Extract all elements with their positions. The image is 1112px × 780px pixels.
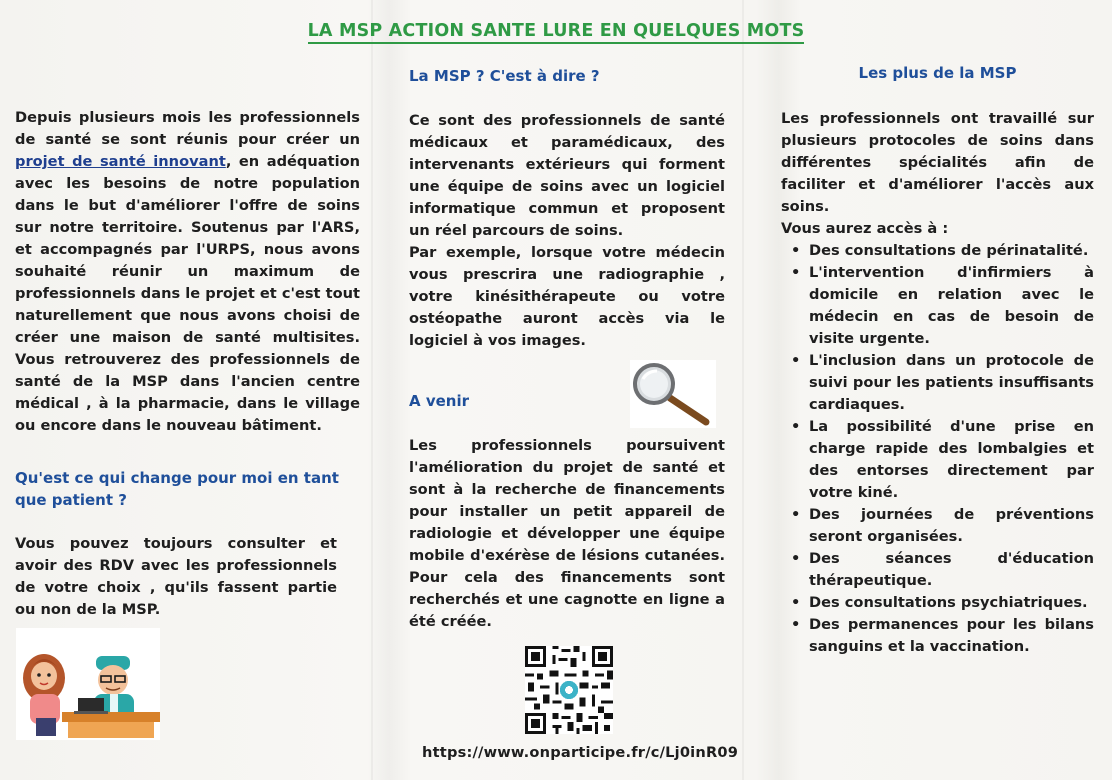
benefits-intro: Les professionnels ont travaillé sur plusieurs protocoles de soins dans différentes spécialités afin de faciliter et d'améliorer l'accès aux soins. — [781, 110, 1094, 215]
msp-definition-heading: La MSP ? C'est à dire ? — [409, 67, 600, 85]
patient-question-heading: Qu'est ce qui change pour moi en tant que patient ? — [15, 469, 339, 509]
fold-line-left — [371, 0, 373, 780]
list-item: • L'intervention d'infirmiers à domicile en relation avec le médecin en cas de besoin de visite urgente. — [809, 262, 1094, 350]
benefits-heading: Les plus de la MSP — [858, 64, 1017, 82]
projet-sante-link[interactable]: projet de santé innovant — [15, 153, 226, 170]
definition-paragraph: Ce sont des professionnels de santé médicaux et paramédicaux, des intervenants extérieurs qui forment une équipe de soins avec un logiciel informatique commun et proposent un réel parcours de soins. — [409, 112, 725, 239]
fold-line-right — [742, 0, 744, 780]
intro-paragraph: Depuis plusieurs mois les professionnels de santé se sont réunis pour créer un projet de santé innovant, en adéquation avec les besoins de notre population dans le but d'améliorer l'offre de soins sur notre territoire. Soutenus par l'ARS, et accompagnés par l'URPS, nous avons souhaité réunir un maximum de professionnels dans le projet et c'est tout naturellement que nous avons choisi de créer une maison de santé multisites. Vous retrouverez des professionnels de santé de la MSP dans l'ancien centre médical , à la pharmacie, dans le village ou encore dans le nouveau bâtiment. — [15, 109, 360, 434]
list-item: • L'inclusion dans un protocole de suivi pour les patients insuffisants cardiaques. — [809, 350, 1094, 416]
list-item: • Des journées de préventions seront organisées. — [809, 504, 1094, 548]
list-item: • Des consultations psychiatriques. — [809, 592, 1094, 614]
page-title: LA MSP ACTION SANTE LURE EN QUELQUES MOTS — [0, 21, 1112, 41]
column-intro — [15, 107, 360, 437]
patient-answer-paragraph: Vous pouvez toujours consulter et avoir des RDV avec les professionnels de votre choix , qu'ils fassent partie ou non de la MSP. — [15, 535, 337, 618]
example-paragraph: Par exemple, lorsque votre médecin vous prescrira une radiographie , votre kinésithérapeute ou votre ostéopathe auront accès via le logiciel à vos images. — [409, 244, 725, 349]
column-definition — [409, 110, 725, 352]
upcoming-paragraph: Les professionnels poursuivent l'amélioration du projet de santé et sont à la recherche de financements pour installer un petit appareil de radiologie et développer une équipe mobile d'exérèse de lésions cutanées. Pour cela des financements sont recherchés et une cagnotte en ligne a été créée. — [409, 437, 725, 630]
fundraising-url[interactable]: https://www.onparticipe.fr/c/Lj0inR09 — [422, 744, 739, 761]
list-item: • La possibilité d'une prise en charge rapide des lombalgies et des entorses directement par votre kiné. — [809, 416, 1094, 504]
list-item: • Des consultations de périnatalité. — [809, 240, 1094, 262]
upcoming-heading: A venir — [409, 392, 469, 410]
list-item: • Des permanences pour les bilans sanguins et la vaccination. — [809, 614, 1094, 658]
doctor-patient-illustration — [16, 628, 160, 740]
qr-code[interactable] — [525, 646, 613, 734]
magnifier-icon — [630, 360, 716, 428]
list-item: • Des séances d'éducation thérapeutique. — [809, 548, 1094, 592]
column-benefits — [781, 108, 1094, 658]
access-label: Vous aurez accès à : — [781, 220, 949, 237]
benefits-list — [781, 240, 1094, 658]
